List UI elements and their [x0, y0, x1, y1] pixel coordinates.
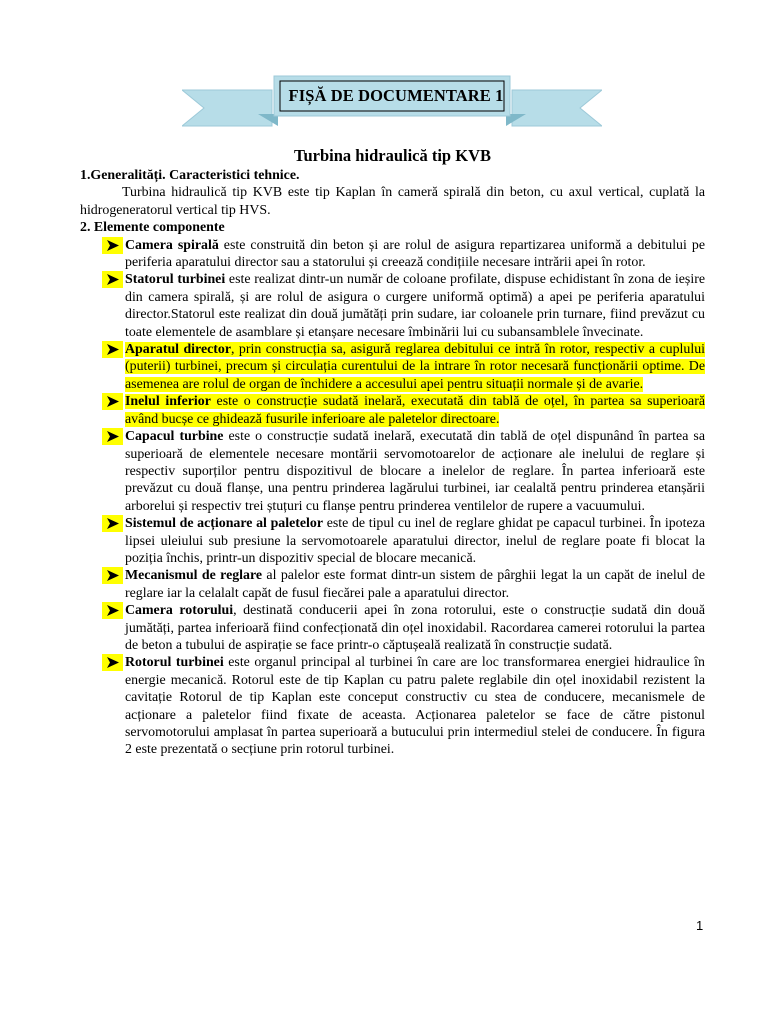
list-item-text: al palelor este format dintr-un sistem de pârghii legat la un capăt de inelul de reglare iar la celalalt capăt de fusul fiecărei pale a aparatului director.	[125, 568, 705, 601]
section-2-title: 2. Elemente componente	[80, 220, 225, 236]
list-item-term: Camera spirală	[125, 237, 219, 253]
page-number: 1	[696, 918, 704, 933]
list-item-content	[125, 394, 705, 426]
section-1-paragraph: Turbina hidraulică tip KVB este tip Kaplan în cameră spirală din beton, cu axul vertical, cuplată la hidrogeneratorul vertical tip HVS.	[80, 185, 705, 218]
list-item-term: Mecanismul de reglare	[125, 568, 263, 584]
arrow-bullet-icon	[102, 393, 123, 410]
arrow-bullet-icon	[102, 515, 123, 532]
title-banner	[182, 64, 602, 136]
list-item	[80, 271, 705, 341]
list-item-content	[125, 603, 705, 653]
list-item-content	[125, 238, 705, 270]
list-item-term: Inelul inferior	[125, 394, 211, 410]
list-item-text: este realizat dintr-un număr de coloane profilate, dispuse echidistant în zona de ieșire din camera spirală, și are rolul de asigura o curgere uniformă optimă) a apei pe periferia aparatului director.Statorul este realizat din două jumătăți prin sudare, iar coloanele prin turnare, fiind prevăzut cu toate elementele de asamblare și etanșare necesare îmbinării lui cu subansamblele învecinate.	[125, 272, 705, 340]
list-item-text: , prin construcția sa, asigură reglarea debitului ce intră în rotor, respectiv a cuplului (puterii) turbinei, precum și circulația curentului de la intrare în rotor necesară funcționării optime. De asemenea are rolul de organ de închidere a accesului apei pentru situații normale și de avarie.	[125, 342, 706, 392]
section-1-title: 1.Generalități. Caracteristici tehnice.	[80, 168, 300, 183]
document-body	[80, 144, 705, 759]
list-item-term: Rotorul turbinei	[125, 655, 224, 671]
arrow-bullet-icon	[102, 654, 123, 671]
arrow-bullet-icon	[102, 271, 123, 288]
list-item-term: Aparatul director	[125, 342, 232, 358]
list-item	[80, 393, 705, 428]
arrow-bullet-icon	[102, 237, 123, 254]
list-item-term: Sistemul de acționare al paletelor	[125, 516, 324, 532]
list-item-term: Camera rotorului	[125, 603, 234, 619]
arrow-bullet-icon	[102, 602, 123, 619]
list-item	[80, 428, 705, 515]
list-item-text: este organul principal al turbinei în care are loc transformarea energiei hidraulice în energie mecanică. Rotorul este de tip Kaplan cu patru palete reglabile din oțel inoxidabil rezistent la cavitație Rotorul de tip Kaplan este conceput constructiv cu stea de conducere, mecanismele de acționare a paletelor fiind fixate de aceasta. Acționarea paletelor se face de către pistonul servomotorului amplasat în partea superioară a butucului prin intermediul stelei de conducere. În figura 2 este prezentată o secțiune prin rotorul turbinei.	[125, 655, 705, 758]
list-item-content	[125, 655, 705, 757]
list-item	[80, 515, 705, 567]
list-item-text: este o construcție sudată inelară, executată din tablă de oțel, în partea sa superioară având bucșe ce ghidează fusurile inferioare ale paletelor directoare.	[125, 394, 705, 427]
list-item	[80, 602, 705, 654]
list-item-content	[125, 272, 705, 339]
component-list	[80, 237, 705, 759]
list-item-content	[125, 342, 705, 392]
list-item-content	[125, 568, 705, 600]
list-item-term: Statorul turbinei	[125, 272, 226, 288]
list-item	[80, 567, 705, 602]
list-item-term: Capacul turbine	[125, 429, 224, 445]
list-item	[80, 341, 705, 393]
arrow-bullet-icon	[102, 428, 123, 445]
list-item-content	[125, 516, 705, 566]
list-item-content	[125, 429, 705, 514]
arrow-bullet-icon	[102, 567, 123, 584]
arrow-bullet-icon	[102, 341, 123, 358]
list-item-text: este construită din beton și are rolul de asigura repartizarea uniformă a debitului pe periferia aparatului director sau a statorului și creează condițiile necesare intrării apei în rotor.	[125, 237, 705, 271]
list-item	[80, 237, 705, 272]
banner-title: FIȘĂ DE DOCUMENTARE 1	[288, 86, 504, 105]
list-item-text: este o construcție sudată inelară, executată din tablă de oțel dispunând în partea sa superioară de elementele necesare montării servomotoarelor de acționare ale inelului de reglare și respectiv suporților pentru dispozitivul de blocare a inelelor de reglare. În partea inferioară este prevăzut cu două flanșe, una pentru prinderea lagărului turbinei, iar cealaltă pentru prinderea etanșării arborelui și respectiv trei ștuțuri cu flanșe pentru prinderea ventilelor de rupere a vacuumului.	[125, 429, 705, 514]
list-item-text: este de tipul cu inel de reglare ghidat pe capacul turbinei. În ipoteza lipsei uleiului sub presiune la servomotoarele aparatului director, inelul de reglare poate fi blocat la poziția închis, printr-un dispozitiv special de blocare mecanică.	[125, 516, 705, 566]
document-heading: Turbina hidraulică tip KVB	[294, 146, 491, 165]
list-item	[80, 654, 705, 758]
list-item-text: , destinată conducerii apei în zona rotorului, este o construcție sudată din două jumătăți, partea inferioară fiind confecționată din oțel inoxidabil. Racordarea camerei rotorului la partea de beton a tubului de aspirație se face printr-o căptușeală realizată în construcție sudată.	[125, 603, 705, 653]
